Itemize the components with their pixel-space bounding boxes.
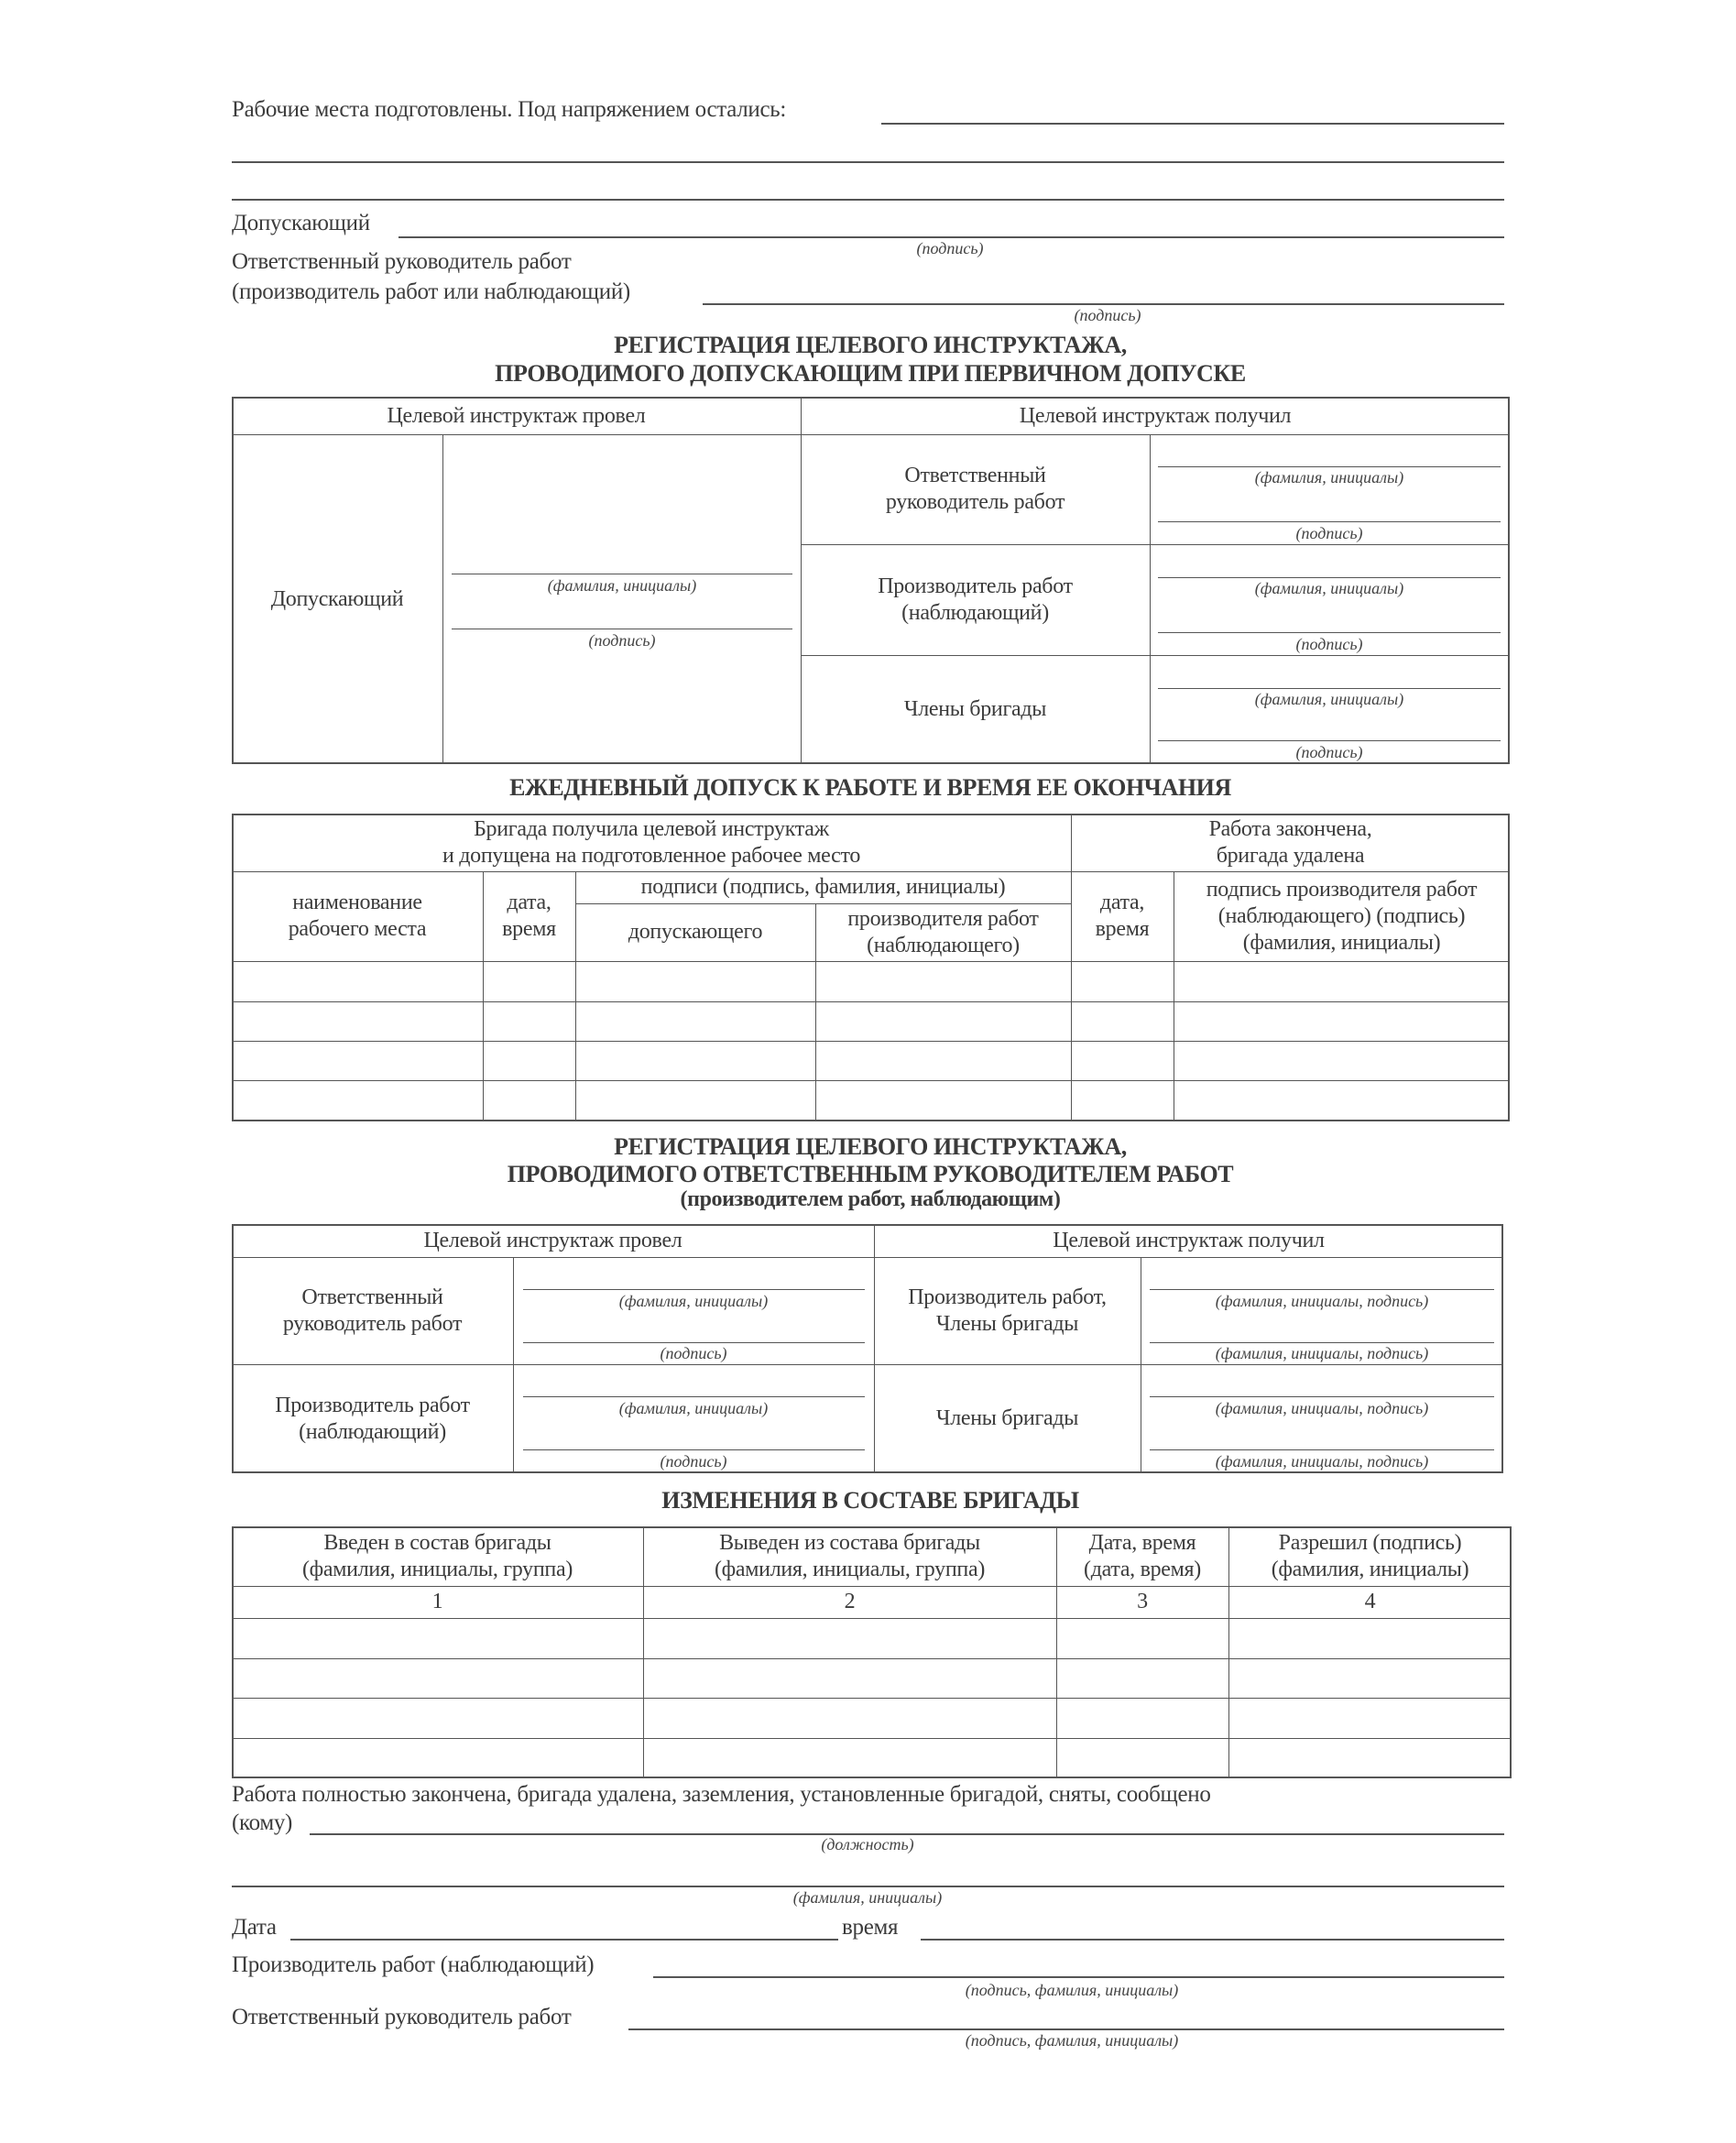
date-label: Дата — [232, 1915, 277, 1940]
section1-admitter-label: Допускающий — [270, 586, 404, 611]
section1-role-brigade-members — [801, 655, 1150, 764]
role-label-line1: Ответственный — [301, 1285, 443, 1309]
admitter-signature-line[interactable] — [399, 236, 1504, 238]
col-label-line1: Дата, время — [1088, 1531, 1196, 1555]
section3-gave-responsible-manager — [232, 1257, 513, 1364]
section4-col-num-3: 3 — [1137, 1590, 1148, 1613]
section3-inner-col-left — [513, 1257, 514, 1473]
section4-col-datetime — [1056, 1527, 1228, 1586]
section1-members-name-caption: (фамилия, инициалы) — [1254, 690, 1404, 708]
section3-received-1-line-a[interactable] — [1150, 1289, 1494, 1290]
col-label-line2: (фамилия, инициалы, группа) — [714, 1558, 986, 1581]
section4-col-num-2: 2 — [844, 1590, 856, 1613]
section3-producer-sign-line[interactable] — [523, 1449, 865, 1450]
role-label-line2: руководитель работ — [885, 490, 1065, 514]
section1-role-responsible-manager — [801, 434, 1150, 544]
section3-manager-sign-line[interactable] — [523, 1342, 865, 1343]
role-label-line1: Члены бригады — [903, 697, 1047, 721]
col-label-line2: (наблюдающего) — [867, 933, 1020, 957]
manager-label-line1: Ответственный руководитель работ — [232, 249, 572, 274]
producer-signature-line[interactable] — [653, 1976, 1504, 1978]
section3-title-line3: (производителем работ, наблюдающим) — [680, 1187, 1061, 1211]
section4-table-row-4[interactable] — [232, 1738, 1512, 1777]
section3-header-received: Целевой инструктаж получил — [1053, 1229, 1325, 1252]
producer-label: Производитель работ (наблюдающий) — [232, 1952, 595, 1977]
section1-manager-name-caption: (фамилия, инициалы) — [1254, 468, 1404, 487]
section3-received-2-line-b[interactable] — [1150, 1449, 1494, 1450]
section3-gave-producer — [232, 1364, 513, 1473]
section1-manager-sign-line[interactable] — [1158, 521, 1501, 522]
section1-members-name-line[interactable] — [1158, 688, 1501, 689]
section3-title-line2: ПРОВОДИМОГО ОТВЕТСТВЕННЫМ РУКОВОДИТЕЛЕМ РАБОТ — [507, 1161, 1234, 1187]
section1-members-sign-line[interactable] — [1158, 740, 1501, 741]
prepared-label: Рабочие места подготовлены. Под напряжением остались: — [232, 97, 787, 122]
section4-col-num-4: 4 — [1364, 1590, 1376, 1613]
role-label-line1: Производитель работ — [878, 574, 1073, 598]
section2-col-end-signature — [1174, 871, 1510, 961]
section3-received-2-caption-a: (фамилия, инициалы, подпись) — [1215, 1399, 1429, 1417]
col-label-line1: дата, — [507, 891, 551, 914]
section4-col-added — [232, 1527, 643, 1586]
group-label-line2: бригада удалена — [1216, 844, 1365, 868]
col-label-line2: время — [502, 917, 556, 941]
col-label-line2: (наблюдающего) (подпись) — [1217, 903, 1466, 928]
col-label-line2: (фамилия, инициалы, группа) — [301, 1558, 573, 1581]
section3-received-2-line-a[interactable] — [1150, 1396, 1494, 1397]
manager-footer-signature-line[interactable] — [628, 2028, 1504, 2030]
col-label-line3: (фамилия, инициалы) — [1242, 930, 1441, 955]
section3-received-2-caption-b: (фамилия, инициалы, подпись) — [1215, 1452, 1429, 1471]
section3-received-members: Члены бригады — [935, 1406, 1079, 1430]
admitter-signature-caption: (подпись) — [916, 239, 984, 257]
section3-received-1-caption-a: (фамилия, инициалы, подпись) — [1215, 1292, 1429, 1310]
section3-manager-sign-caption: (подпись) — [660, 1344, 727, 1362]
position-caption: (должность) — [821, 1835, 914, 1853]
section2-col-producer — [815, 903, 1071, 961]
col-label-line1: дата, — [1099, 891, 1145, 914]
col-label-line2: рабочего места — [288, 917, 427, 941]
time-label: время — [842, 1915, 899, 1940]
section3-producer-sign-caption: (подпись) — [660, 1452, 727, 1471]
section3-received-1-line-b[interactable] — [1150, 1342, 1494, 1343]
section1-producer-sign-caption: (подпись) — [1295, 635, 1363, 653]
producer-signature-caption: (подпись, фамилия, инициалы) — [965, 1981, 1179, 1999]
section2-table-row-1[interactable] — [232, 961, 1510, 1001]
section1-inner-col-divider-right — [1150, 434, 1151, 764]
col-label-line1: подпись производителя работ — [1206, 877, 1478, 902]
section2-group-admitted — [232, 815, 1071, 871]
admitter-label: Допускающий — [232, 211, 370, 235]
section3-title-line1: РЕГИСТРАЦИЯ ЦЕЛЕВОГО ИНСТРУКТАЖА, — [614, 1133, 1127, 1160]
role-label-line2: (наблюдающий) — [901, 600, 1049, 625]
live-equipment-field-line-3[interactable] — [232, 199, 1504, 201]
manager-label-line2: (производитель работ или наблюдающий) — [232, 279, 630, 304]
role-label-line2: Члены бригады — [935, 1311, 1079, 1336]
col-label-line1: наименование — [292, 891, 422, 914]
section3-received-1-caption-b: (фамилия, инициалы, подпись) — [1215, 1344, 1429, 1362]
section2-group-finished — [1071, 815, 1510, 871]
role-label-line2: руководитель работ — [282, 1311, 463, 1336]
time-field-line[interactable] — [921, 1939, 1504, 1941]
live-equipment-field-line-1[interactable] — [881, 123, 1504, 125]
section4-col-removed — [643, 1527, 1056, 1586]
section1-header-gave: Целевой инструктаж провел — [387, 403, 646, 428]
section1-producer-sign-line[interactable] — [1158, 632, 1501, 633]
manager-footer-label: Ответственный руководитель работ — [232, 2005, 572, 2029]
col-label-line1: производителя работ — [847, 906, 1039, 931]
col-label-line1: Выведен из состава бригады — [719, 1531, 980, 1555]
section2-title: ЕЖЕДНЕВНЫЙ ДОПУСК К РАБОТЕ И ВРЕМЯ ЕЕ ОКОНЧАНИЯ — [509, 774, 1231, 801]
section1-manager-name-line[interactable] — [1158, 466, 1501, 467]
group-label-line1: Работа закончена, — [1208, 817, 1372, 841]
section4-table-row-3[interactable] — [232, 1698, 1512, 1738]
completed-text: Работа полностью закончена, бригада удалена, заземления, установленные бригадой, сняты, сообщено — [232, 1782, 1211, 1807]
section1-members-sign-caption: (подпись) — [1295, 743, 1363, 761]
section3-producer-name-line[interactable] — [523, 1396, 865, 1397]
section2-col-datetime — [483, 871, 575, 961]
group-label-line1: Бригада получила целевой инструктаж — [474, 817, 829, 841]
col-label-line2: (дата, время) — [1084, 1558, 1201, 1581]
col-label-line1: Введен в состав бригады — [323, 1531, 551, 1555]
section2-col-admitter: допускающего — [628, 920, 763, 944]
section1-producer-name-line[interactable] — [1158, 577, 1501, 578]
live-equipment-field-line-2[interactable] — [232, 161, 1504, 163]
role-label-line1: Производитель работ — [275, 1393, 470, 1417]
col-label-line2: (фамилия, инициалы) — [1271, 1558, 1469, 1581]
manager-signature-caption: (подпись) — [1074, 306, 1141, 324]
role-label-line2: (наблюдающий) — [299, 1419, 446, 1444]
section3-manager-name-caption: (фамилия, инициалы) — [618, 1292, 769, 1310]
section2-table-row-3[interactable] — [232, 1041, 1510, 1080]
section2-table-row-2[interactable] — [232, 1001, 1510, 1041]
section2-col-end-datetime — [1071, 871, 1174, 961]
role-label-line1: Ответственный — [904, 464, 1046, 487]
section4-col-num-1: 1 — [431, 1590, 443, 1613]
to-whom-name-line[interactable] — [232, 1886, 1504, 1887]
section1-manager-sign-caption: (подпись) — [1295, 524, 1363, 542]
section1-title-line1: РЕГИСТРАЦИЯ ЦЕЛЕВОГО ИНСТРУКТАЖА, — [614, 332, 1127, 358]
col-label-line1: Разрешил (подпись) — [1278, 1531, 1462, 1555]
section2-col-workplace — [232, 871, 483, 961]
section1-header-received: Целевой инструктаж получил — [1019, 403, 1292, 428]
name-caption: (фамилия, инициалы) — [792, 1888, 943, 1907]
section3-producer-name-caption: (фамилия, инициалы) — [618, 1399, 769, 1417]
group-label-line2: и допущена на подготовленное рабочее место — [442, 844, 861, 868]
section4-title: ИЗМЕНЕНИЯ В СОСТАВЕ БРИГАДЫ — [661, 1487, 1079, 1514]
manager-signature-line[interactable] — [703, 303, 1504, 305]
section1-admitter-name-caption: (фамилия, инициалы) — [547, 576, 697, 595]
section3-received-producer-members — [874, 1257, 1141, 1364]
section2-table-row-4[interactable] — [232, 1080, 1510, 1121]
manager-footer-signature-caption: (подпись, фамилия, инициалы) — [965, 2031, 1179, 2050]
col-label-line2: время — [1095, 917, 1150, 941]
section4-table-row-1[interactable] — [232, 1618, 1512, 1658]
role-label-line1: Производитель работ, — [908, 1285, 1107, 1309]
section2-col-signatures: подписи (подпись, фамилия, инициалы) — [640, 875, 1006, 899]
section1-inner-col-divider-left — [442, 434, 443, 764]
section1-producer-name-caption: (фамилия, инициалы) — [1254, 579, 1404, 597]
date-field-line[interactable] — [290, 1939, 838, 1941]
section3-header-gave: Целевой инструктаж провел — [423, 1229, 682, 1252]
section1-role-producer — [801, 544, 1150, 655]
to-whom-label: (кому) — [232, 1810, 293, 1835]
section1-admitter-sign-caption: (подпись) — [588, 631, 656, 650]
section1-title-line2: ПРОВОДИМОГО ДОПУСКАЮЩИМ ПРИ ПЕРВИЧНОМ ДОПУСКЕ — [495, 360, 1246, 387]
section3-manager-name-line[interactable] — [523, 1289, 865, 1290]
section4-table-row-2[interactable] — [232, 1658, 1512, 1698]
section4-col-approved — [1228, 1527, 1512, 1586]
